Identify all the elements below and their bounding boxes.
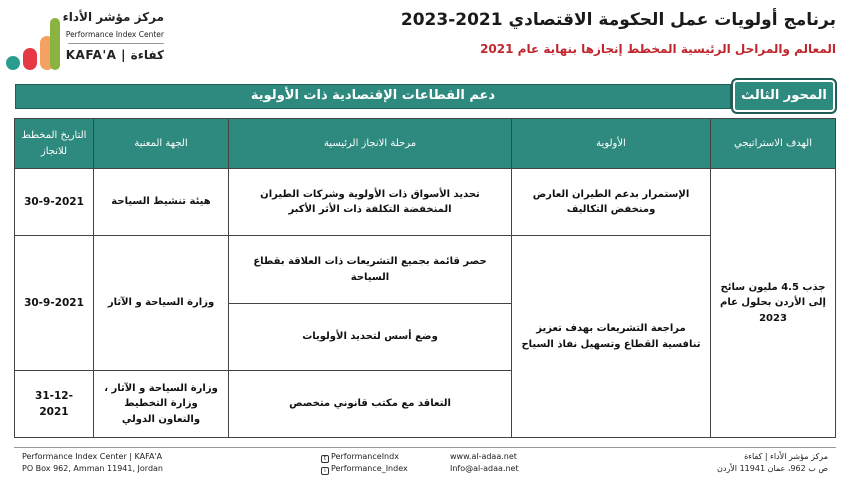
priority-cell: مراجعة التشريعات بهدف تعزيز تنافسية القطاع وتسهيل نفاذ السياح xyxy=(511,235,711,438)
logo-divider xyxy=(68,43,164,44)
header-planned-date: التاريخ المخطط للانجاز xyxy=(14,118,94,169)
pillar-label: المحور الثالث xyxy=(741,88,827,103)
logo-bars-icon xyxy=(6,12,66,70)
header-entity: الجهة المعنية xyxy=(93,118,229,169)
instagram-icon: i xyxy=(321,467,329,475)
strategic-goal-cell: جذب 4.5 مليون سائح إلى الأردن بحلول عام 2023 xyxy=(710,168,836,438)
footer-social-2[interactable] xyxy=(321,464,408,475)
header-priority: الأولوية xyxy=(511,118,711,169)
header-strategic-goal: الهدف الاستراتيجي xyxy=(710,118,836,169)
milestone-cell: التعاقد مع مكتب قانوني متخصص xyxy=(228,370,512,438)
footer-social-2-label: Performance_Index xyxy=(331,464,408,473)
logo xyxy=(6,8,166,72)
milestone-cell: تحديد الأسواق ذات الأولوية وشركات الطيران المنخفضة التكلفة ذات الأثر الأكبر xyxy=(228,168,512,236)
date-cell: 30-9-2021 xyxy=(14,168,94,236)
logo-brand: KAFA'A | كفاءة xyxy=(65,48,164,62)
milestone-cell: وضع أسس لتحديد الأولويات xyxy=(228,303,512,371)
footer-address-ar: ص ب 962، عمان 11941 الأردن xyxy=(716,464,828,473)
entity-cell: وزارة السياحة و الآثار xyxy=(93,235,229,371)
section-banner xyxy=(15,84,731,109)
logo-name-english: Performance Index Center xyxy=(65,30,164,39)
footer-org-en: Performance Index Center | KAFA'A xyxy=(22,452,163,461)
twitter-icon: t xyxy=(321,455,329,463)
entity-cell: هيئة تنشيط السياحة xyxy=(93,168,229,236)
pillar-badge xyxy=(731,78,837,114)
date-cell: 30-9-2021 xyxy=(14,235,94,371)
date-cell: 31-12-2021 xyxy=(14,370,94,438)
footer-email-link[interactable]: Info@al-adaa.net xyxy=(450,464,519,473)
page-subtitle: المعالم والمراحل الرئيسية المخطط إنجازها بنهاية عام 2021 xyxy=(480,42,836,56)
header-main-milestone: مرحلة الانجاز الرئيسية xyxy=(228,118,512,169)
entity-cell: وزارة السياحة و الآثار ، وزارة التخطيط والتعاون الدولي xyxy=(93,370,229,438)
footer-org-ar: مركز مؤشر الأداء | كفاءة xyxy=(744,452,828,461)
section-theme: دعم القطاعات الإقتصادية ذات الأولوية xyxy=(250,88,496,103)
footer-address-en: PO Box 962, Amman 11941, Jordan xyxy=(22,464,163,473)
priority-cell: الإستمرار بدعم الطيران العارض ومنخفض التكاليف xyxy=(511,168,711,236)
milestones-table xyxy=(14,118,836,438)
logo-name-arabic: مركز مؤشر الأداء xyxy=(62,10,164,24)
page-title: برنامج أولويات عمل الحكومة الاقتصادي 2021-2023 xyxy=(400,10,836,30)
footer-divider xyxy=(14,447,836,448)
footer-social-1[interactable] xyxy=(321,452,399,463)
footer-social-1-label: PerformanceIndx xyxy=(331,452,399,461)
footer-website-link[interactable]: www.al-adaa.net xyxy=(450,452,517,461)
milestone-cell: حصر قائمة بجميع التشريعات ذات العلاقة بقطاع السياحة xyxy=(228,235,512,304)
